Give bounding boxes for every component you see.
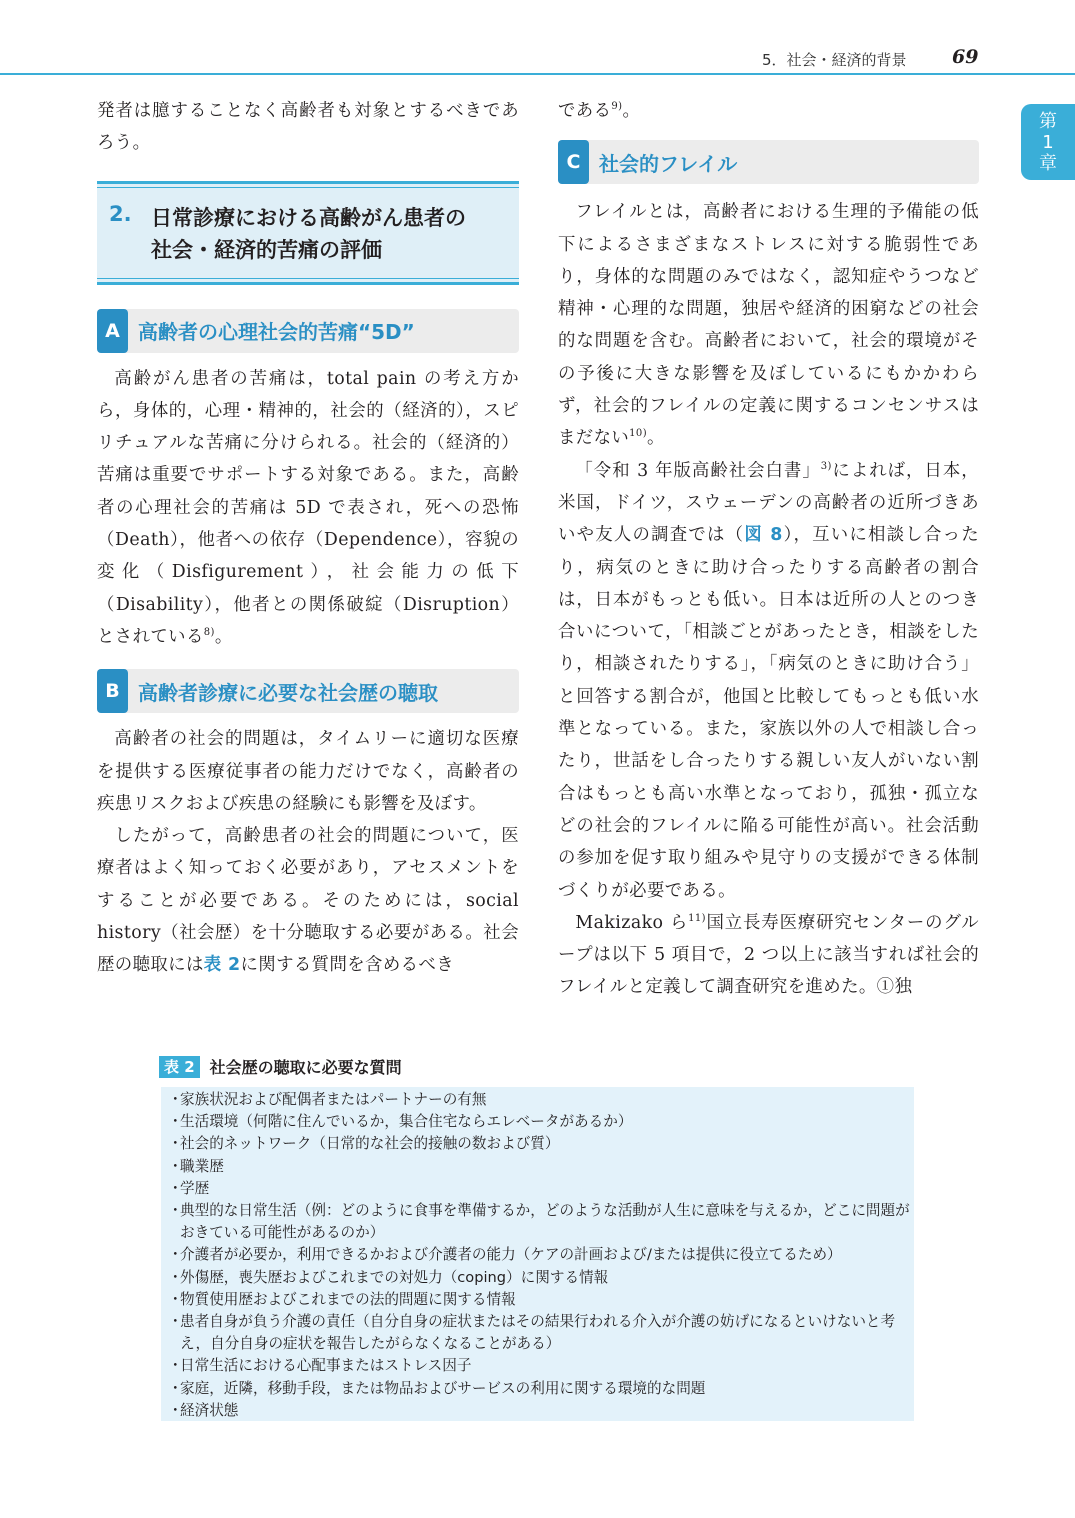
citation-10: 10) xyxy=(629,428,647,440)
list-item-text: 社会的ネットワーク（日常的な社会的接触の数および質） xyxy=(180,1135,560,1153)
list-bullet: ・ xyxy=(168,1091,183,1108)
white-paper-text-2: ），互いに相談し合ったり，病気のときに助け合ったりする高齢者の割合は，日本がもっとも低い。日本は近所の人とのつき合いについて，「相談ごとがあったとき，相談をしたり，相談されたりする」，「病気のときに助け合う」と回答する割合が，他国と比較してもっとも低い水準となっている。また，家族以外の人で相談し合ったり，世話をし合ったりする親しい友人がいない割合はもっとも高い水準となっており，孤独・孤立などの社会的フレイルに陥る可能性が高い。社会活動の参加を促す取り組みや見守りの支援ができる体制づくりが必要である。 xyxy=(558,525,979,901)
subheading-a xyxy=(97,309,519,353)
paragraph-white-paper xyxy=(558,455,979,907)
list-bullet: ・ xyxy=(168,1357,183,1375)
list-item xyxy=(168,1133,914,1155)
figure-8-link[interactable]: 図 8 xyxy=(744,525,783,546)
table-2-caption xyxy=(159,1055,402,1078)
table-2-label: 表 2 xyxy=(159,1056,200,1078)
subheading-a-title: 高齢者の心理社会的苦痛“5D” xyxy=(138,320,415,345)
list-bullet: ・ xyxy=(168,1113,183,1131)
list-bullet: ・ xyxy=(168,1157,183,1175)
list-item xyxy=(168,1267,914,1289)
list-item xyxy=(168,1400,914,1422)
subheading-a-letter: A xyxy=(97,309,128,353)
chapter-tab-suffix: 章 xyxy=(1039,152,1057,174)
table-2-link[interactable]: 表 2 xyxy=(203,955,241,976)
table-2-list xyxy=(161,1087,914,1421)
list-item-text: 介護者が必要か，利用できるかおよび介護者の能力（ケアの計画および/または提供に役立てるため） xyxy=(180,1246,842,1264)
list-bullet: ・ xyxy=(168,1135,183,1153)
paragraph-social-history xyxy=(97,820,519,981)
paragraph-frailty-text: フレイルとは，高齢者における生理的予備能の低下によるさまざまなストレスに対する脆弱性であり，身体的な問題のみではなく，認知症やうつなど精神・心理的な問題，独居や経済的困窮などの社会的な問題を含む。高齢者において，社会的環境がその予後に大きな影響を及ぼしているにもかかわらず，社会的フレイルの定義に関するコンセンサスはまだない xyxy=(558,202,979,449)
list-bullet: ・ xyxy=(168,1379,183,1397)
list-item-text: 日常生活における心配事またはストレス因子 xyxy=(180,1357,472,1375)
citation-11: 11) xyxy=(688,912,706,924)
continued-end-right: 。 xyxy=(622,101,641,121)
continued-text-right: である xyxy=(558,101,612,121)
paragraph-frailty-definition xyxy=(558,196,979,454)
list-item xyxy=(168,1289,914,1311)
list-item xyxy=(168,1089,914,1111)
list-item xyxy=(168,1111,914,1133)
list-item xyxy=(168,1156,914,1178)
section-title-line-1: 日常診療における高齢がん患者の xyxy=(151,205,466,230)
page-number: 69 xyxy=(952,46,979,68)
header-rule xyxy=(0,73,1075,75)
list-bullet: ・ xyxy=(168,1401,183,1419)
list-item-text: 患者自身が負う介護の責任（自分自身の症状またはその結果行われる介入が介護の妨げになるといけないと考え，自分自身の症状を報告したがらなくなることがある） xyxy=(180,1313,896,1353)
running-header-section: 5．社会・経済的背景 xyxy=(762,51,907,69)
citation-9: 9) xyxy=(611,101,623,112)
subheading-c-letter: C xyxy=(558,140,589,184)
subheading-b xyxy=(97,669,519,713)
list-bullet: ・ xyxy=(168,1202,183,1220)
continued-paragraph-right xyxy=(558,95,979,127)
white-paper-title: 「令和 3 年版高齢社会白書」 xyxy=(575,460,821,481)
table-2-title: 社会歴の聴取に必要な質問 xyxy=(209,1058,402,1077)
subheading-c-title: 社会的フレイル xyxy=(599,151,738,176)
chapter-tab xyxy=(1021,104,1075,180)
list-bullet: ・ xyxy=(168,1179,183,1197)
makizako-text: 国立長寿医療研究センターのグループは以下 5 項目で，2 つ以上に該当すれば社会的フレイルと定義して調査研究を進めた。①独 xyxy=(558,912,979,998)
subheading-b-letter: B xyxy=(97,669,128,713)
list-item-text: 外傷歴，喪失歴およびこれまでの対処力（coping）に関する情報 xyxy=(180,1268,609,1286)
paragraph-frailty-end: 。 xyxy=(647,428,665,449)
section-title-line-2: 社会・経済的苦痛の評価 xyxy=(151,237,382,262)
list-item xyxy=(168,1355,914,1377)
list-item-text: 生活環境（何階に住んでいるか，集合住宅ならエレベータがあるか） xyxy=(180,1113,633,1131)
chapter-tab-prefix: 第 xyxy=(1039,110,1057,132)
continued-paragraph: 発者は臆することなく高齢者も対象とするべきであろう。 xyxy=(97,101,519,154)
paragraph-5d-end: 。 xyxy=(214,626,233,647)
paragraph-5d xyxy=(97,363,519,654)
left-column xyxy=(97,95,519,982)
subheading-b-title: 高齢者診療に必要な社会歴の聴取 xyxy=(138,680,438,705)
list-item-text: 経済状態 xyxy=(180,1401,239,1419)
list-item xyxy=(168,1200,914,1244)
list-item-text: 典型的な日常生活（例：どのように食事を準備するか，どのような活動が人生に意味を与えるか，どこに問題がおきている可能性があるのか） xyxy=(180,1202,910,1242)
citation-3: 3) xyxy=(820,460,832,472)
list-item xyxy=(168,1244,914,1266)
paragraph-makizako xyxy=(558,907,979,1004)
section-heading-2 xyxy=(97,181,519,285)
list-item-text: 物質使用歴およびこれまでの法的問題に関する情報 xyxy=(180,1290,516,1308)
list-item xyxy=(168,1178,914,1200)
list-bullet: ・ xyxy=(168,1246,183,1264)
paragraph-social-problems: 高齢者の社会的問題は，タイムリーに適切な医療を提供する医療従事者の能力だけでなく，高齢者の疾患リスクおよび疾患の経験にも影響を及ぼす。 xyxy=(97,729,519,814)
citation-8: 8) xyxy=(203,626,215,638)
chapter-tab-number: 1 xyxy=(1042,131,1054,153)
list-item-text: 学歴 xyxy=(180,1179,210,1197)
subheading-c xyxy=(558,140,979,184)
right-column xyxy=(558,95,979,1004)
paragraph-social-history-end: に関する質問を含めるべき xyxy=(240,955,454,976)
paragraph-social-history-text: したがって，高齢患者の社会的問題について，医療者はよく知っておく必要があり，アセスメントをすることが必要である。そのためには，social history（社会歴）を十分聴取する必要がある。社会歴の聴取には xyxy=(97,826,519,976)
list-bullet: ・ xyxy=(168,1313,183,1331)
list-item-text: 職業歴 xyxy=(180,1157,224,1175)
white-paper-text-1: によれば，日本，米国，ドイツ，スウェーデンの高齢者の近所づきあいや友人の調査では（ xyxy=(558,460,980,546)
section-number: 2. xyxy=(109,201,132,226)
list-item-text: 家庭，近隣，移動手段，または物品およびサービスの利用に関する環境的な問題 xyxy=(180,1379,706,1397)
list-bullet: ・ xyxy=(168,1268,183,1286)
list-item xyxy=(168,1378,914,1400)
list-item-text: 家族状況および配偶者またはパートナーの有無 xyxy=(180,1091,487,1108)
list-bullet: ・ xyxy=(168,1290,183,1308)
list-item xyxy=(168,1311,914,1355)
paragraph-5d-text: 高齢がん患者の苦痛は，total pain の考え方から，身体的，心理・精神的，社会的（経済的），スピリチュアルな苦痛に分けられる。社会的（経済的）苦痛は重要でサポートする対象である。また，高齢者の心理社会的苦痛は 5D で表され，死への恐怖（Death），他者への依存（Dependence），容貌の変化（Disfigurement），社会能力の低下（Disability），他者との関係破綻（Disruption）とされている xyxy=(97,368,519,647)
makizako-author: Makizako ら xyxy=(575,912,689,933)
